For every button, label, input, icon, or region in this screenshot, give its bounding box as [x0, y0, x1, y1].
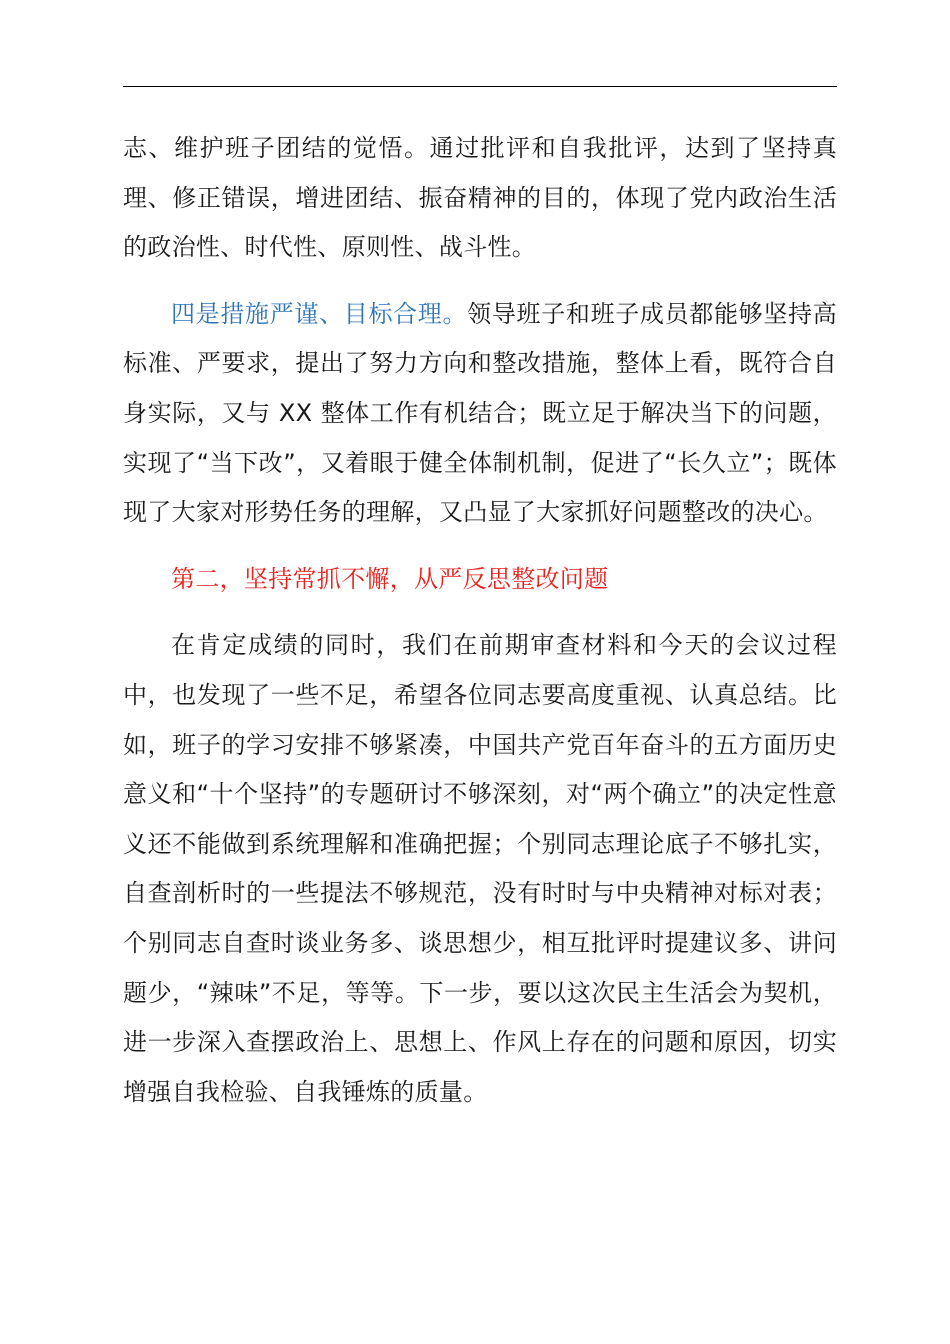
section-heading-two: 第二，坚持常抓不懈，从严反思整改问题 [171, 564, 609, 593]
point-four-lead: 四是措施严谨、目标合理。 [171, 299, 468, 328]
paragraph-shortcomings: 在肯定成绩的同时，我们在前期审查材料和今天的会议过程中，也发现了一些不足，希望各位同志要高度重视、认真总结。比如，班子的学习安排不够紧凑，中国共产党百年奋斗的五方面历史意义和“十个坚持”的专题研讨不够深刻，对“两个确立”的决定性意义还不能做到系统理解和准确把握；个别同志理论底子不够扎实，自查剖析时的一些提法不够规范，没有时时与中央精神对标对表；个别同志自查时谈业务多、谈思想少，相互批评时提建议多、讲问题少，“辣味”不足，等等。下一步，要以这次民主生活会为契机，进一步深入查摆政治上、思想上、作风上存在的问题和原因，切实增强自我检验、自我锤炼的质量。 [123, 631, 837, 1106]
header-rule [123, 86, 837, 87]
paragraph-continuation: 志、维护班子团结的觉悟。通过批评和自我批评，达到了坚持真理、修正错误，增进团结、振奋精神的目的，体现了党内政治生活的政治性、时代性、原则性、战斗性。 [123, 134, 837, 262]
paragraph-point-four [123, 290, 837, 538]
point-four-body: 领导班子和班子成员都能够坚持高标准、严要求，提出了努力方向和整改措施，整体上看，既符合自身实际，又与 XX 整体工作有机结合；既立足于解决当下的问题，实现了“当下改”，又着眼于健全体制机制，促进了“长久立”；既体现了大家对形势任务的理解，又凸显了大家抓好问题整改的决心。 [123, 299, 837, 527]
document-body [123, 124, 837, 1117]
